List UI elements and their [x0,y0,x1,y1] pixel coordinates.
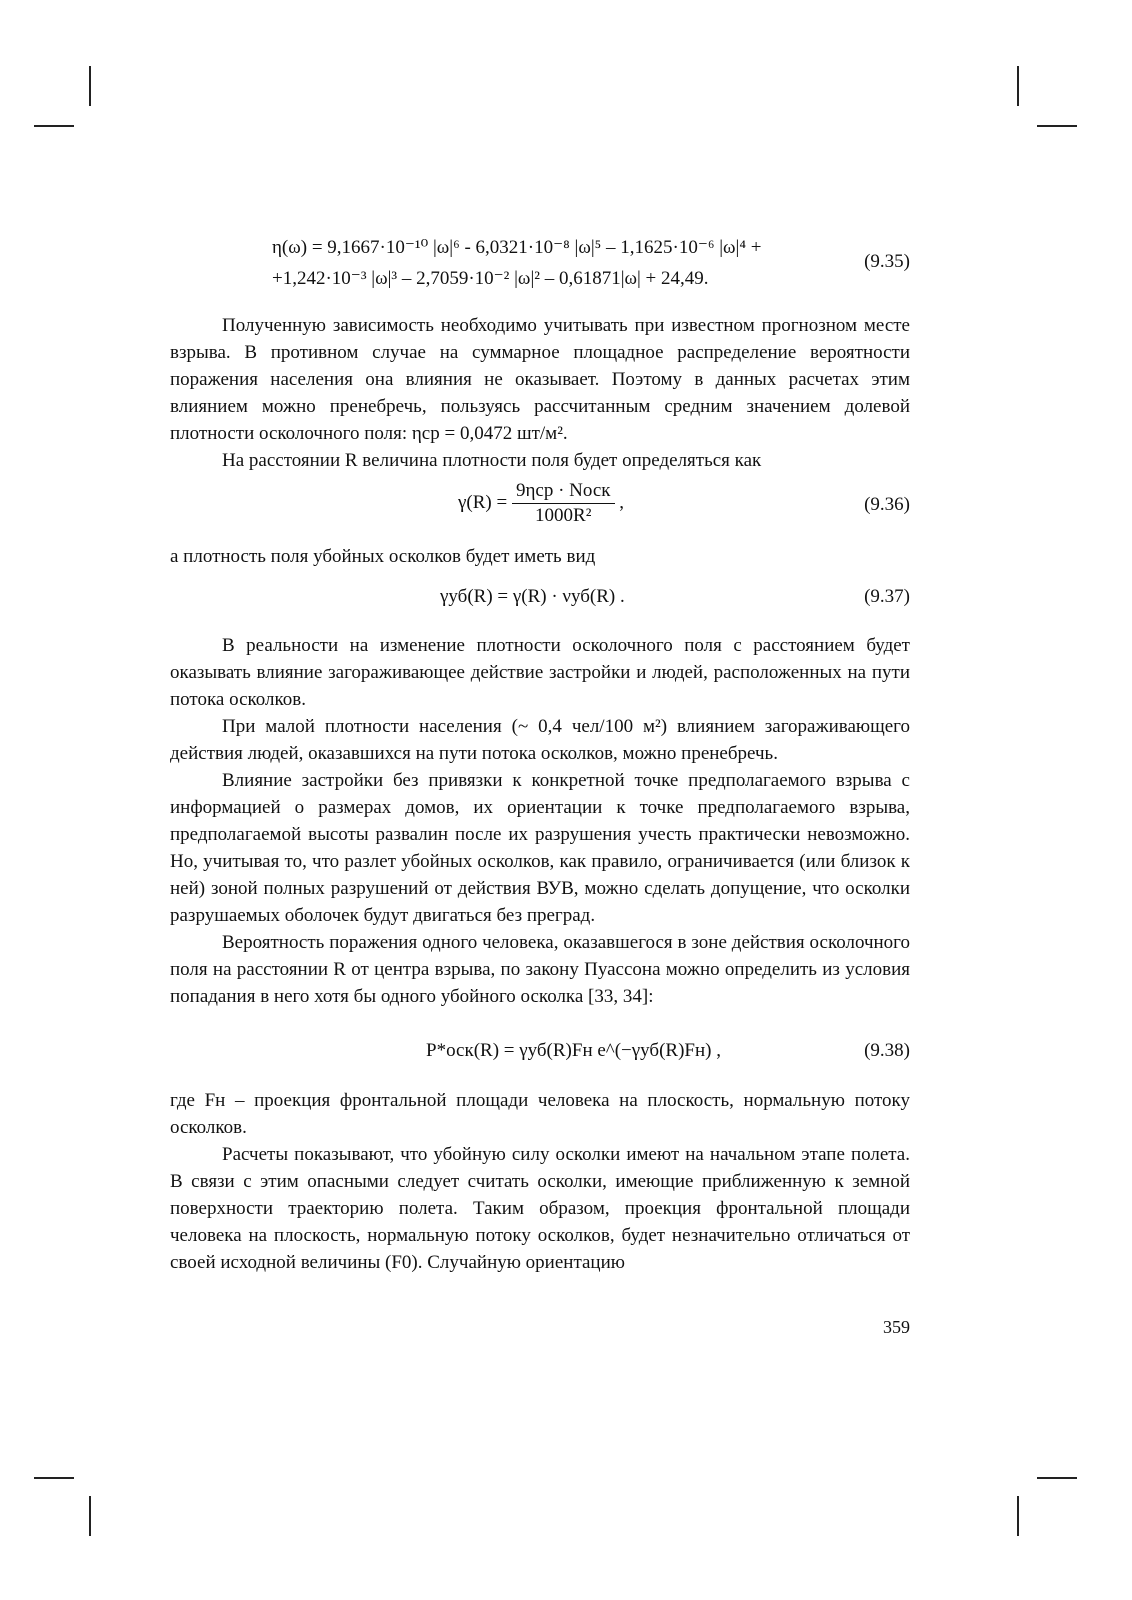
paragraph: Полученную зависимость необходимо учитывать при известном прогнозном месте взрыва. В противном случае на суммарное площадное распределение вероятности поражения населения она влияния не оказывает. Поэтому в данных расчетах этим влиянием можно пренебречь, пользуясь рассчитанным средним значением долевой плотности осколочного поля: ηср = 0,0472 шт/м². [170,315,910,444]
equation-number: (9.37) [864,586,910,607]
crop-mark-top-left-vertical [89,66,91,106]
paragraph: Расчеты показывают, что убойную силу осколки имеют на начальном этапе полета. В связи с этим опасными следует считать осколки, имеющие приближенную к земной поверхности траекторию полета. Таким образом, проекция фронтальной площади человека на плоскость, нормальную потоку осколков, будет незначительно отличаться от своей исходной величины (F0). Случайную ориентацию [170,1144,910,1273]
body-text-block-4 [170,1087,910,1276]
crop-mark-top-right-horizontal [1037,125,1077,127]
equation-number: (9.35) [864,251,910,272]
page-number: 359 [883,1317,910,1337]
equation-9-36-body [458,480,624,527]
crop-mark-top-left-horizontal [34,125,74,127]
equation-9-35-line2: +1,242·10⁻³ |ω|³ – 2,7059·10⁻² |ω|² – 0,61871|ω| + 24,49. [272,268,709,289]
equation-9-38-body: P*оск(R) = γуб(R)Fн e^(−γуб(R)Fн) , [426,1040,721,1061]
paragraph: Влияние застройки без привязки к конкретной точке предполагаемого взрыва с информацией о размерах домов, их ориентации к точке предполагаемого взрыва, предполагаемой высоты развалин после их разрушения учесть практически невозможно. Но, учитывая то, что разлет убойных осколков, как правило, ограничивается (или близок к ней) зоной полных разрушений от действия ВУВ, можно сделать допущение, что осколки разрушаемых оболочек будут двигаться без преград. [170,770,910,926]
paragraph: В реальности на изменение плотности осколочного поля с расстоянием будет оказывать влияние загораживающее действие застройки и людей, расположенных на пути потока осколков. [170,635,910,710]
paragraph: где Fн – проекция фронтальной площади человека на плоскость, нормальную потоку осколков. [170,1090,910,1138]
equation-number: (9.38) [864,1040,910,1061]
body-text-block-1 [170,312,910,474]
crop-mark-bottom-right-horizontal [1037,1477,1077,1479]
paragraph: а плотность поля убойных осколков будет иметь вид [170,546,596,567]
equation-lhs: γ(R) = [458,491,508,513]
crop-mark-bottom-right-vertical [1017,1496,1019,1536]
equation-9-38 [170,1040,910,1070]
paragraph: При малой плотности населения (~ 0,4 чел/100 м²) влиянием загораживающего действия людей, оказавшихся на пути потока осколков, можно пренебречь. [170,716,910,764]
fraction-denominator: 1000R² [535,505,592,526]
crop-mark-top-right-vertical [1017,66,1019,106]
equation-number: (9.36) [864,494,910,515]
equation-9-37-body: γуб(R) = γ(R) · νуб(R) . [440,586,625,607]
crop-mark-bottom-left-vertical [89,1496,91,1536]
equation-9-37 [170,586,910,616]
equation-9-36 [170,480,910,536]
body-text-block-2 [170,543,910,570]
crop-mark-bottom-left-horizontal [34,1477,74,1479]
fraction [512,480,615,527]
paragraph: На расстоянии R величина плотности поля будет определяться как [222,450,762,471]
equation-9-35 [170,236,910,296]
fraction-numerator: 9ηср · Nоск [512,480,615,504]
equation-tail: , [619,491,625,513]
equation-9-35-line1: η(ω) = 9,1667·10⁻¹⁰ |ω|⁶ - 6,0321·10⁻⁸ |ω|⁵ – 1,1625·10⁻⁶ |ω|⁴ + [272,237,762,258]
paragraph: Вероятность поражения одного человека, оказавшегося в зоне действия осколочного поля на расстоянии R от центра взрыва, по закону Пуассона можно определить из условия попадания в него хотя бы одного убойного осколка [33, 34]: [170,932,910,1007]
body-text-block-3 [170,632,910,1010]
